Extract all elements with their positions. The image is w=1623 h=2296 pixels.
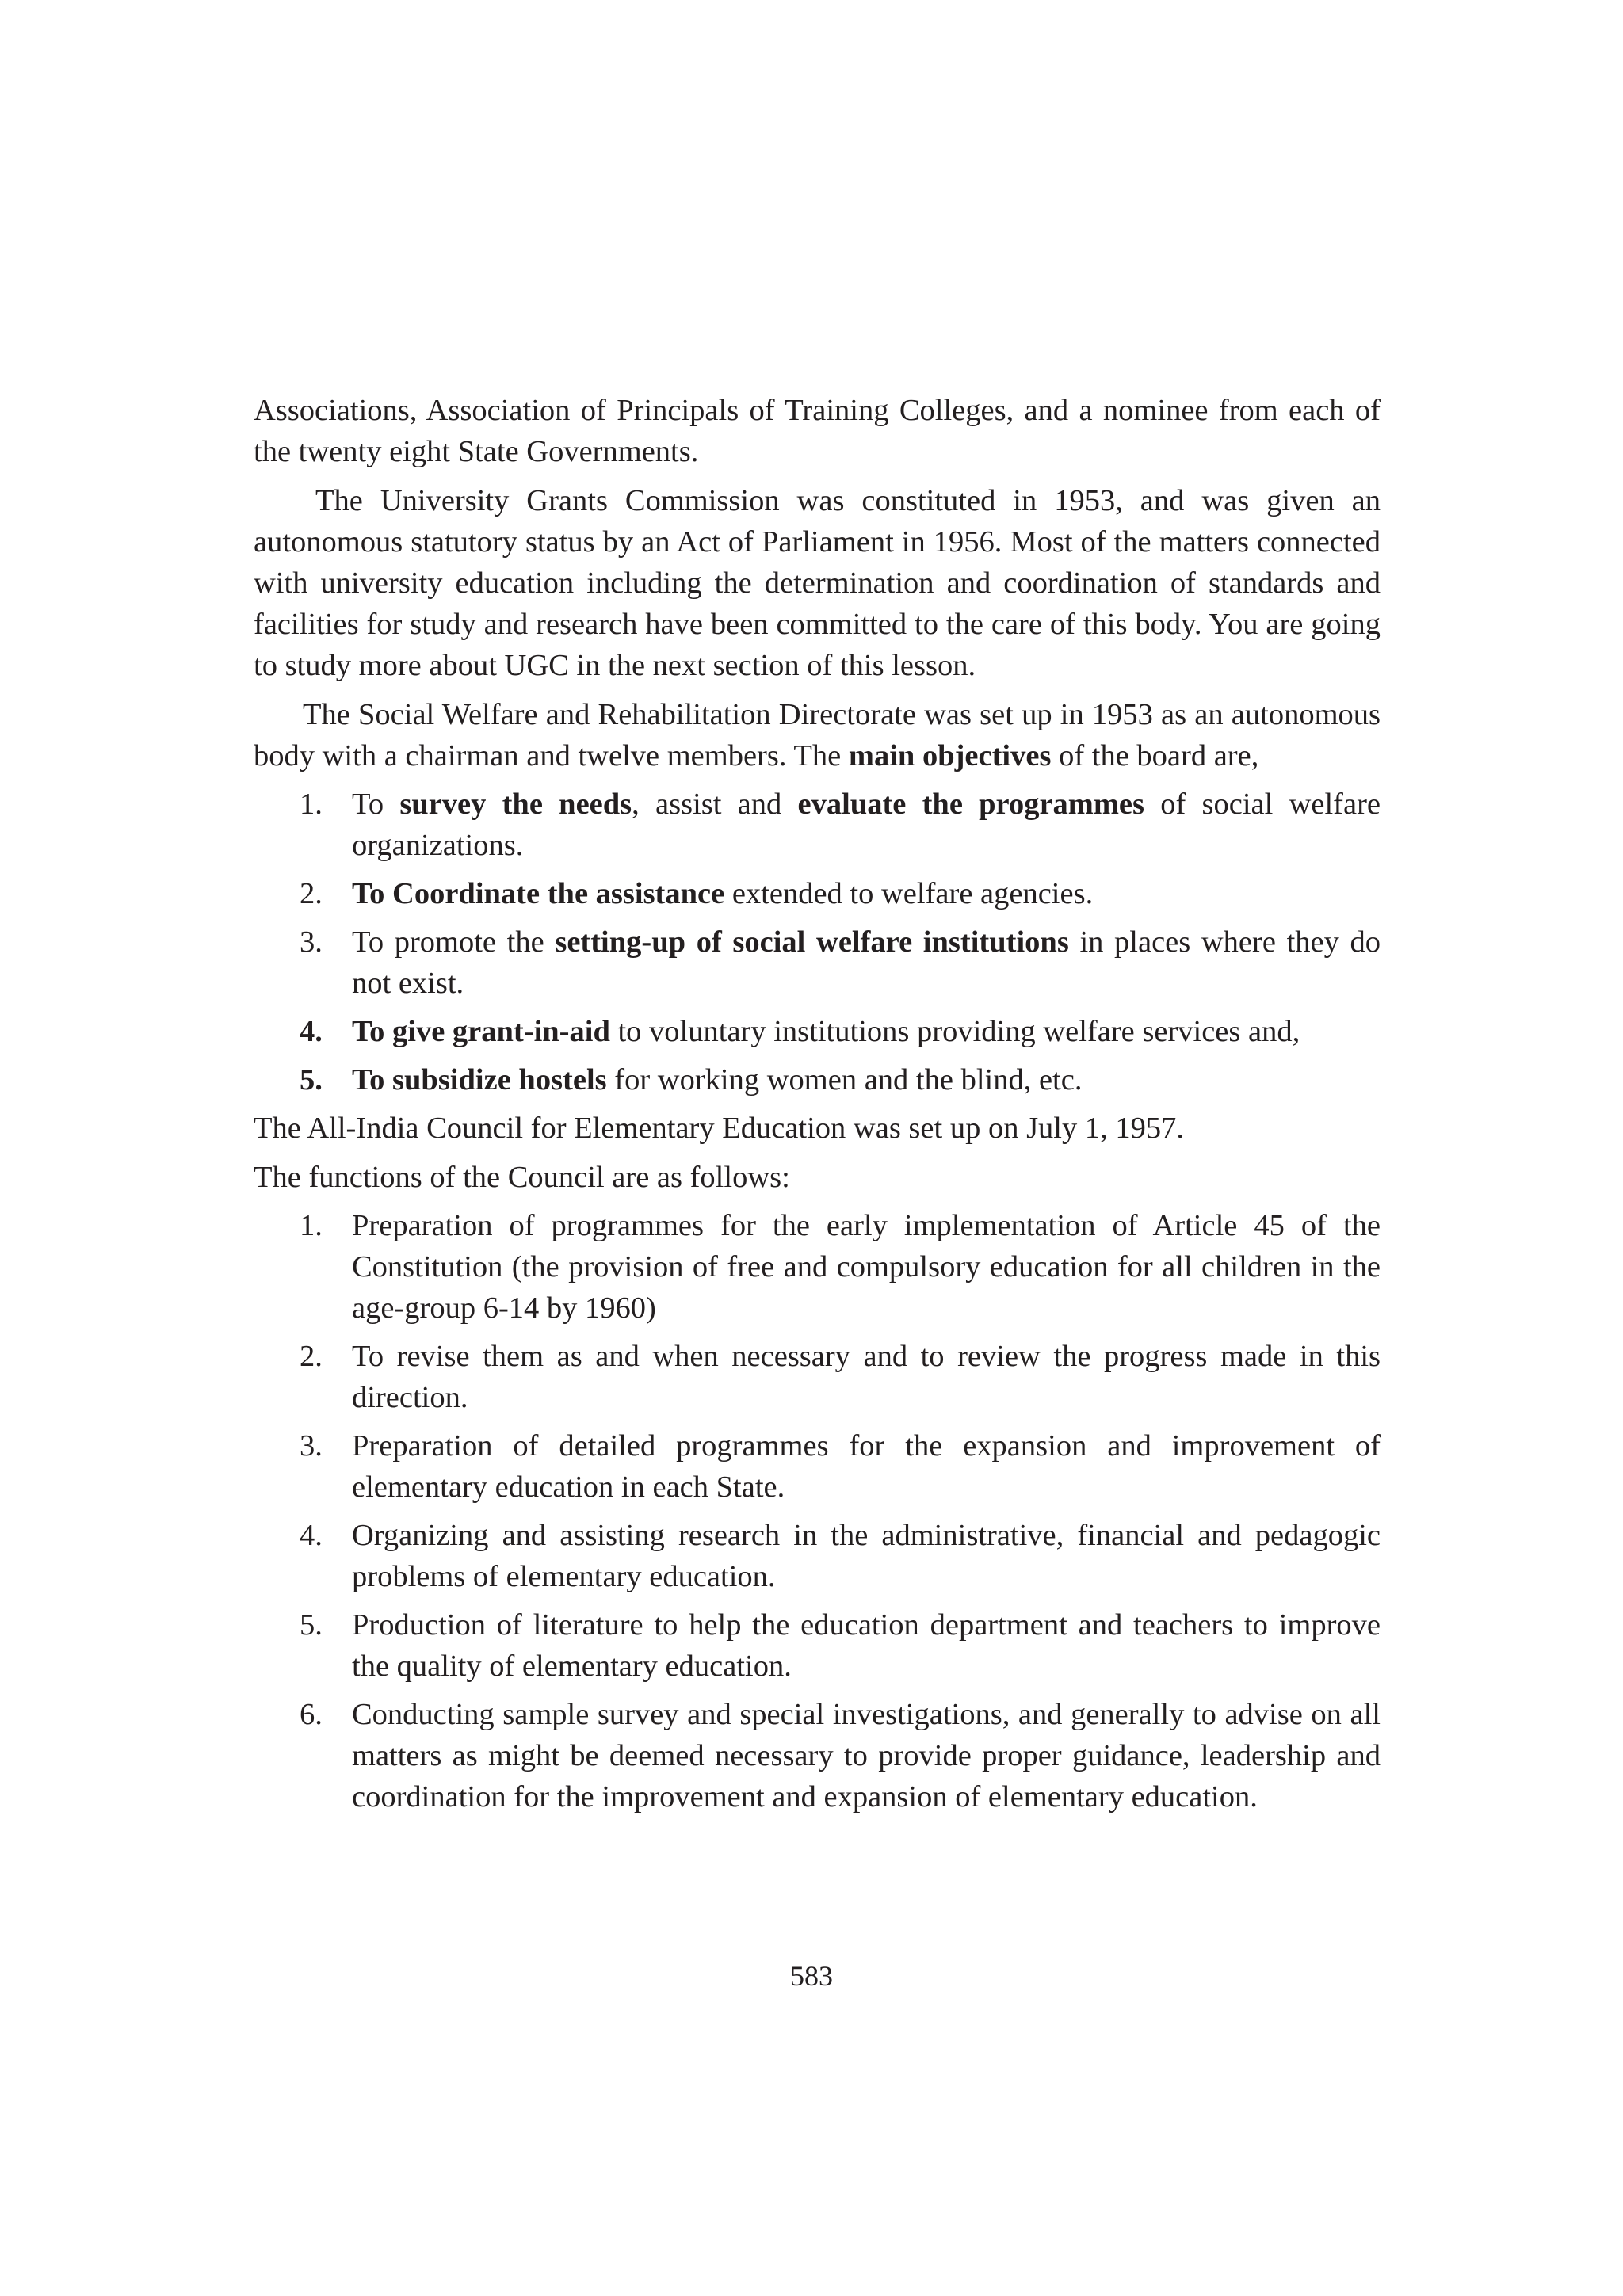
item-text: Production of literature to help the education department and teachers to improve the quality of elementary education. xyxy=(352,1608,1381,1683)
bold-phrase: survey the needs xyxy=(399,788,632,821)
item-text: To xyxy=(352,788,400,821)
item-text: To promote the xyxy=(352,925,556,959)
list-number: 5. xyxy=(300,1063,323,1097)
council-setup-line: The All-India Council for Elementary Education was set up on July 1, 1957. xyxy=(254,1112,1185,1145)
list-item xyxy=(254,1604,1381,1687)
item-text: of social welfare organizations. xyxy=(352,788,1381,862)
list-number: 3. xyxy=(300,925,323,959)
page-number: 583 xyxy=(790,1960,833,1992)
paragraph-social-welfare xyxy=(254,694,1381,776)
list-number: 3. xyxy=(300,1429,323,1463)
list-item xyxy=(254,873,1381,914)
item-text: in places where they do not exist. xyxy=(352,925,1381,1000)
item-text: Organizing and assisting research in the administrative, financial and pedagogic problems of elementary education. xyxy=(352,1519,1381,1593)
page-body xyxy=(254,390,1381,1825)
paragraph-text: of the board are, xyxy=(1051,739,1259,772)
item-text: to voluntary institutions providing welfare services and, xyxy=(609,1015,1300,1048)
bold-phrase: To give grant-in-aid xyxy=(352,1015,610,1048)
item-text: , assist and xyxy=(632,788,798,821)
bold-phrase: setting-up of social welfare institutions xyxy=(555,925,1069,959)
list-number: 6. xyxy=(300,1698,323,1731)
item-text: To revise them as and when necessary and to review the progress made in this direction. xyxy=(352,1340,1381,1414)
bold-phrase: To subsidize hostels xyxy=(352,1063,607,1097)
bold-phrase: evaluate the programmes xyxy=(797,788,1144,821)
list-number: 2. xyxy=(300,1340,323,1373)
paragraph-ugc: The University Grants Commission was constituted in 1953, and was given an autonomous statutory status by an Act of Parliament in 1956. Most of the matters connected with university education including the determination and coordination of standards and facilities for study and research have been committed to the care of this body. You are going to study more about UGC in the next section of this lesson. xyxy=(254,484,1381,682)
list-item xyxy=(254,921,1381,1004)
functions-list xyxy=(254,1205,1381,1817)
item-text: extended to welfare agencies. xyxy=(724,877,1094,910)
objectives-list xyxy=(254,784,1381,1100)
bold-phrase: main objectives xyxy=(848,739,1052,772)
list-item xyxy=(254,1059,1381,1100)
bold-phrase: To Coordinate the assistance xyxy=(352,877,725,910)
council-functions-intro: The functions of the Council are as follows: xyxy=(254,1161,790,1194)
paragraph-text: The Social Welfare and Rehabilitation Directorate was set up in 1953 as an autonomous body with a chairman and twelve members. The xyxy=(254,698,1381,772)
item-text: for working women and the blind, etc. xyxy=(606,1063,1083,1097)
item-text: Preparation of programmes for the early implementation of Article 45 of the Constitution (the provision of free and compulsory education for all children in the age-group 6-14 by 1960) xyxy=(352,1209,1381,1325)
list-item xyxy=(254,1011,1381,1052)
item-text: Conducting sample survey and special investigations, and generally to advise on all matters as might be deemed necessary to provide proper guidance, leadership and coordination for the improvement and expansion of elementary education. xyxy=(352,1698,1381,1814)
list-number: 4. xyxy=(300,1519,323,1552)
list-item xyxy=(254,1205,1381,1329)
item-text: Preparation of detailed programmes for the expansion and improvement of elementary education in each State. xyxy=(352,1429,1381,1504)
paragraph-associations: Associations, Association of Principals of Training Colleges, and a nominee from each of the twenty eight State Governments. xyxy=(254,394,1381,468)
list-number: 2. xyxy=(300,877,323,910)
list-number: 1. xyxy=(300,788,323,821)
list-item xyxy=(254,1515,1381,1597)
list-item xyxy=(254,1425,1381,1508)
list-number: 4. xyxy=(300,1015,323,1048)
list-item xyxy=(254,784,1381,866)
list-item xyxy=(254,1694,1381,1817)
list-number: 1. xyxy=(300,1209,323,1242)
list-number: 5. xyxy=(300,1608,323,1642)
list-item xyxy=(254,1336,1381,1418)
